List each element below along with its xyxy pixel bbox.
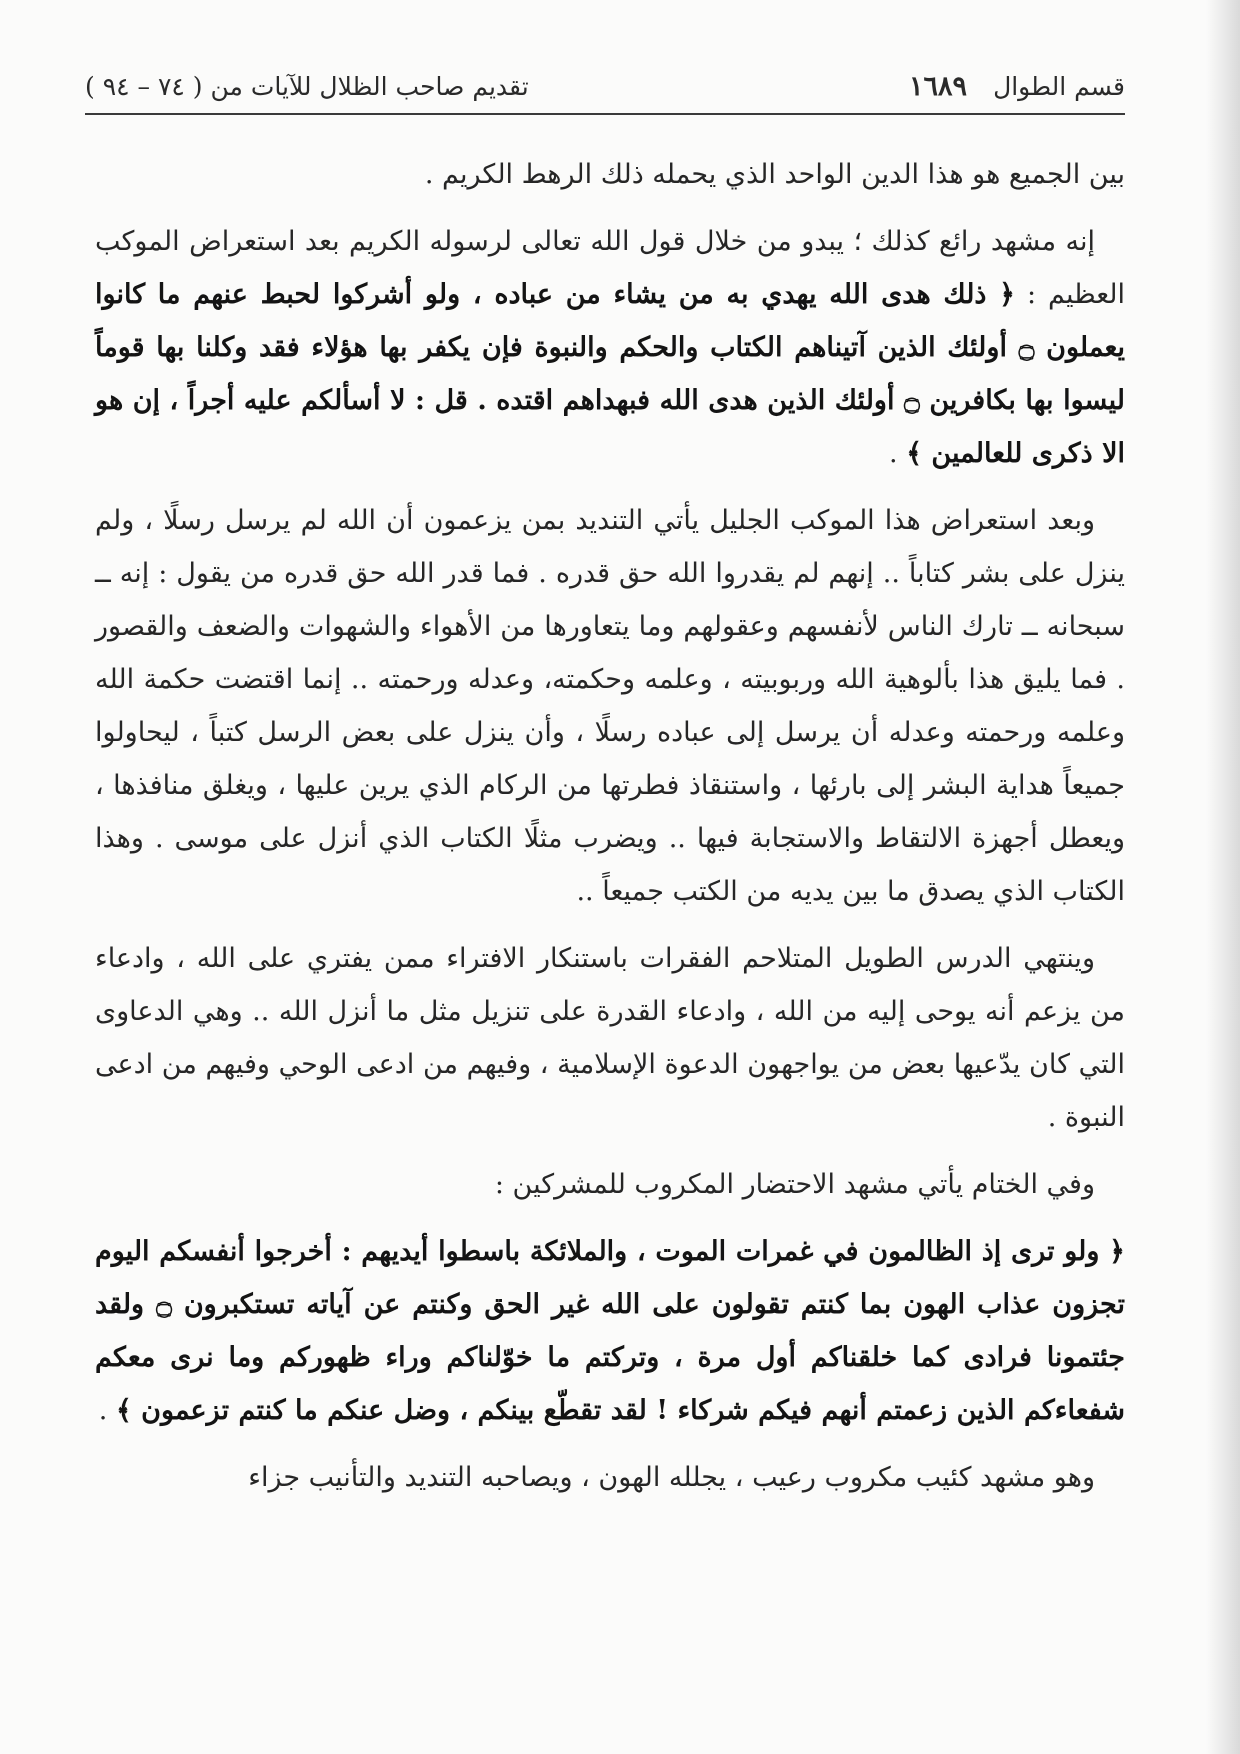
header-section-name: قسم الطوال [993, 71, 1125, 101]
quranic-quote-2: ﴿ ولو ترى إذ الظالمون في غمرات الموت ، والملائكة باسطوا أيديهم : أخرجوا أنفسكم اليوم تجزون عذاب الهون بما كنتم تقولون على الله غير الحق وكنتم عن آياته تستكبرون ۝ ولقد جئتمونا فرادى كما خلقناكم أول مرة ، وتركتم ما خوّلناكم وراء ظهوركم وما نرى معكم شفعاءكم الذين زعمتم أنهم فيكم شركاء ! لقد تقطّع بينكم ، وضل عنكم ما كنتم تزعمون ﴾ [95, 1236, 1125, 1426]
header-section-group [909, 71, 1125, 102]
header-divider [85, 113, 1125, 115]
paragraph-5: وفي الختام يأتي مشهد الاحتضار المكروب للمشركين : [494, 1169, 1095, 1200]
paragraph-2-end: . [889, 438, 907, 469]
paragraph-1: بين الجميع هو هذا الدين الواحد الذي يحمله ذلك الرهط الكريم . [424, 159, 1125, 190]
header-title: تقديم صاحب الظلال للآيات من ( ٧٤ – ٩٤ ) [85, 71, 529, 101]
page-number: ١٦٨٩ [909, 70, 968, 102]
paragraph-4: وينتهي الدرس الطويل المتلاحم الفقرات باستنكار الافتراء ممن يفتري على الله ، وادعاء من يزعم أنه يوحى إليه من الله ، وادعاء القدرة على تنزيل مثل ما أنزل الله .. وهي الدعاوى التي كان يدّعيها بعض من يواجهون الدعوة الإسلامية ، وفيهم من ادعى الوحي وفيهم من ادعى النبوة . [95, 943, 1125, 1133]
paragraph-2-intro: إنه مشهد رائع كذلك ؛ يبدو من خلال قول الله تعالى لرسوله الكريم بعد استعراض الموكب العظيم : [95, 226, 1125, 310]
page-edge-shadow [1206, 0, 1240, 1754]
quranic-quote-1: ﴿ ذلك هدى الله يهدي به من يشاء من عباده ، ولو أشركوا لحبط عنهم ما كانوا يعملون ۝ أولئك الذين آتيناهم الكتاب والحكم والنبوة فإن يكفر بها هؤلاء فقد وكلنا بها قوماً ليسوا بها بكافرين ۝ أولئك الذين هدى الله فبهداهم اقتده . قل : لا أسألكم عليه أجراً ، إن هو الا ذكرى للعالمين ﴾ [95, 279, 1125, 469]
paragraph-6 [95, 1225, 1125, 1437]
paragraph-2 [95, 215, 1125, 480]
page-body [95, 148, 1125, 1518]
paragraph-6-end: . [98, 1395, 116, 1426]
paragraph-3: وبعد استعراض هذا الموكب الجليل يأتي التنديد بمن يزعمون أن الله لم يرسل رسلًا ، ولم ينزل على بشر كتاباً .. إنهم لم يقدروا الله حق قدره . فما قدر الله حق قدره من يقول : إنه ــ سبحانه ــ تارك الناس لأنفسهم وعقولهم وما يتعاورها من الأهواء والشهوات والضعف والقصور . فما يليق هذا بألوهية الله وربوبيته ، وعلمه وحكمته، وعدله ورحمته .. إنما اقتضت حكمة الله وعلمه ورحمته وعدله أن يرسل إلى عباده رسلًا ، وأن ينزل على بعض الرسل كتباً ، ليحاولوا جميعاً هداية البشر إلى بارئها ، واستنقاذ فطرتها من الركام الذي يرين عليها ، ويغلق منافذها ، ويعطل أجهزة الالتقاط والاستجابة فيها .. ويضرب مثلًا الكتاب الذي أنزل على موسى . وهذا الكتاب الذي يصدق ما بين يديه من الكتب جميعاً .. [95, 505, 1125, 907]
running-header [85, 66, 1125, 106]
paragraph-7: وهو مشهد كئيب مكروب رعيب ، يجلله الهون ، ويصاحبه التنديد والتأنيب جزاء [248, 1462, 1095, 1493]
